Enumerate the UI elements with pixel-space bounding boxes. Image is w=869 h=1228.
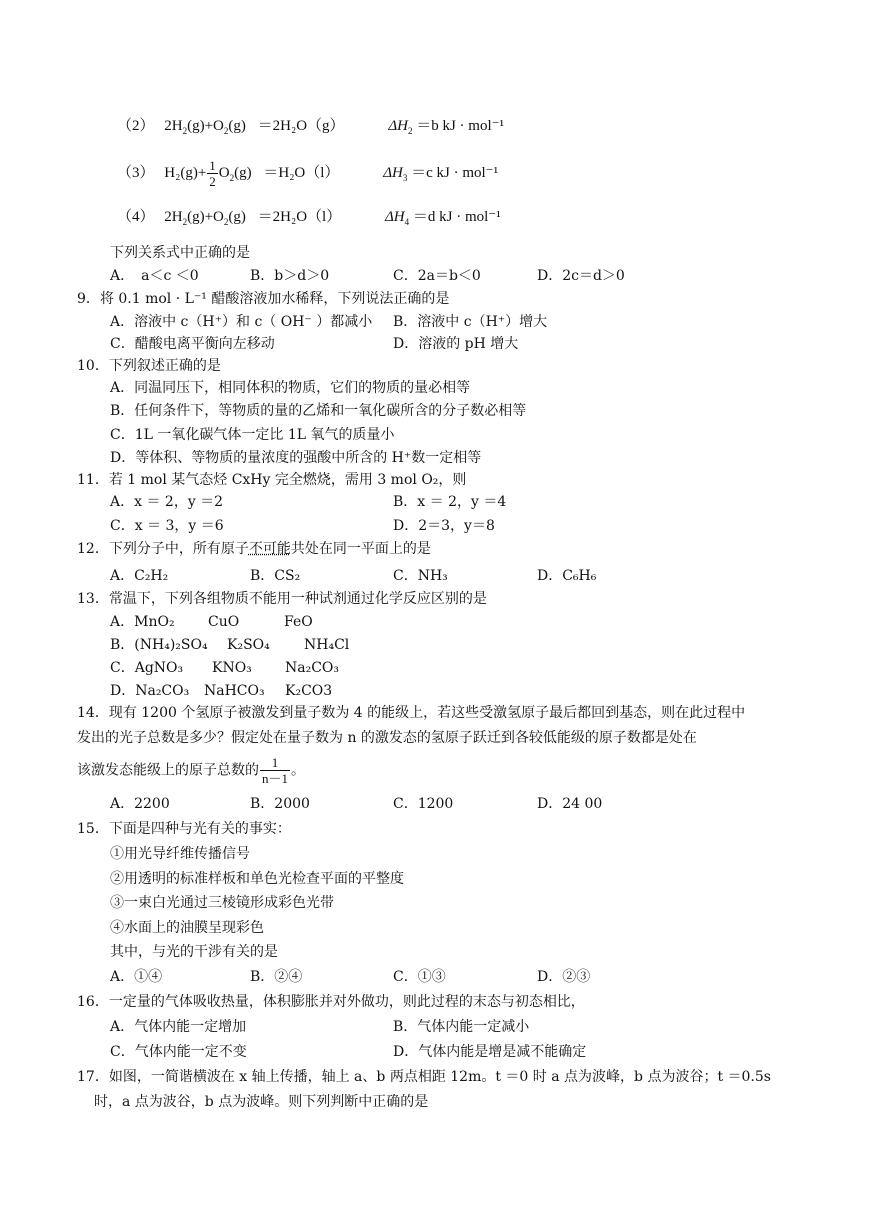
q14-line1: 14．现有 1200 个氢原子被激发到量子数为 4 的能级上，若这些受激氢原子最后都回到基态，则在此过程中 [77,705,746,721]
q9-option-b: B．溶液中 c（H⁺）增大 [393,314,548,330]
q15-fact-1: ①用光导纤维传播信号 [110,846,250,862]
equation-3: （3） H₂(g)+ $\frac{1}{2}$ $O_2(g) =H_2O(l)$ $\Delta H_3 =c$ kJ · mol⁻¹ [117,158,499,189]
q12-stem: 12．下列分子中，所有原子不可能共处在同一平面上的是 [77,541,431,557]
q10-option-d: D．等体积、等物质的量浓度的强酸中所含的 H⁺数一定相等 [110,450,482,466]
q13-row-a-2: CuO [208,614,240,630]
q16-option-c: C．气体内能一定不变 [110,1044,247,1060]
q12-option-a: A．C₂H₂ [110,568,169,584]
equation-2: （2） $2H_2(g)+O_2(g) =2H_2O(g)$ $\Delta H_2 =b$ kJ · mol⁻¹ [117,118,505,136]
q8-option-a: A． a＜c ＜0 [110,268,199,284]
q14-option-a: A．2200 [110,796,170,812]
q9-option-c: C．醋酸电离平衡向左移动 [110,336,275,352]
q15-fact-3: ③一束白光通过三棱镜形成彩色光带 [110,895,334,911]
q14-option-c: C．1200 [393,796,454,812]
q15-fact-4: ④水面上的油膜呈现彩色 [110,920,264,936]
q17-line1: 17．如图，一简谐横波在 x 轴上传播，轴上 a、b 两点相距 12m。t ＝0 时 a 点为波峰，b 点为波谷；t ＝0.5s [77,1069,771,1085]
q14-option-b: B．2000 [250,796,310,812]
q14-line3: 该激发态能级上的原子总数的 $\frac{1}{n-1}$ 。 [77,755,306,786]
q10-option-b: B．任何条件下，等物质的量的乙烯和一氧化碳所含的分子数必相等 [110,403,527,419]
q13-row-b-2: K₂SO₄ [227,637,270,653]
q16-option-a: A．气体内能一定增加 [110,1019,247,1035]
q12-option-b: B．CS₂ [250,568,301,584]
q8-option-c: C．2a＝b＜0 [393,268,481,284]
q16-option-d: D．气体内能是增是减不能确定 [393,1044,587,1060]
q8-option-b: B．b＞d＞0 [250,268,330,284]
q16-option-b: B．气体内能一定减小 [393,1019,530,1035]
q13-row-b-3: NH₄Cl [304,637,350,653]
q10-option-a: A．同温同压下，相同体积的物质，它们的物质的量必相等 [110,380,471,396]
q15-option-b: B．②④ [250,969,303,985]
q13-row-c-1: C．AgNO₃ [110,660,184,676]
q15-fact-2: ②用透明的标准样板和单色光检查平面的平整度 [110,871,404,887]
q15-option-c: C．①③ [393,969,446,985]
q11-stem: 11．若 1 mol 某气态烃 CxHy 完全燃烧，需用 3 mol O₂，则 [77,472,467,488]
q16-stem: 16．一定量的气体吸收热量，体积膨胀并对外做功，则此过程的末态与初态相比， [77,994,585,1010]
q13-row-b-1: B．(NH₄)₂SO₄ [110,637,208,653]
q13-row-a-1: A．MnO₂ [110,614,175,630]
q10-option-c: C．1L 一氧化碳气体一定比 1L 氧气的质量小 [110,427,395,443]
q13-row-a-3: FeO [284,614,313,630]
q11-option-a: A．x ＝ 2，y ＝2 [110,494,224,510]
q15-option-d: D．②③ [537,969,591,985]
q8-option-d: D．2c＝d＞0 [537,268,625,284]
q13-row-d-2: NaHCO₃ [204,683,265,699]
q17-line2: 时，a 点为波谷，b 点为波峰。则下列判断中正确的是 [94,1094,429,1110]
q10-stem: 10．下列叙述正确的是 [77,358,221,374]
q12-option-c: C．NH₃ [393,568,448,584]
q14-line2: 发出的光子总数是多少？假定处在量子数为 n 的激发态的氢原子跃迁到各较低能级的原子数都是处在 [77,730,697,746]
equation-4: （4） $2H_2(g)+O_2(g) =2H_2O(l)$ $\Delta H_4 =d$ kJ · mol⁻¹ [117,209,501,227]
q13-stem: 13．常温下，下列各组物质不能用一种试剂通过化学反应区别的是 [77,591,487,607]
q12-option-d: D．C₆H₆ [537,568,597,584]
q15-stem: 15．下面是四种与光有关的事实： [77,821,291,837]
q9-option-a: A．溶液中 c（H⁺）和 c（ OH⁻ ）都减小 [110,314,373,330]
q11-option-b: B．x ＝ 2，y ＝4 [393,494,507,510]
q15-question: 其中，与光的干涉有关的是 [110,944,278,960]
q13-row-c-2: KNO₃ [212,660,252,676]
q15-option-a: A．①④ [110,969,163,985]
q13-row-c-3: Na₂CO₃ [285,660,340,676]
q11-option-c: C．x ＝ 3，y ＝6 [110,518,224,534]
q13-row-d-1: D．Na₂CO₃ [110,683,190,699]
q8-stem: 下列关系式中正确的是 [110,245,250,261]
q9-stem: 9．将 0.1 mol · L⁻¹ 醋酸溶液加水稀释，下列说法正确的是 [77,291,450,307]
q11-option-d: D．2＝3，y＝8 [393,518,495,534]
q9-option-d: D．溶液的 pH 增大 [393,336,519,352]
q14-option-d: D．24 00 [537,796,603,812]
q13-row-d-3: K₂CO3 [285,683,333,699]
